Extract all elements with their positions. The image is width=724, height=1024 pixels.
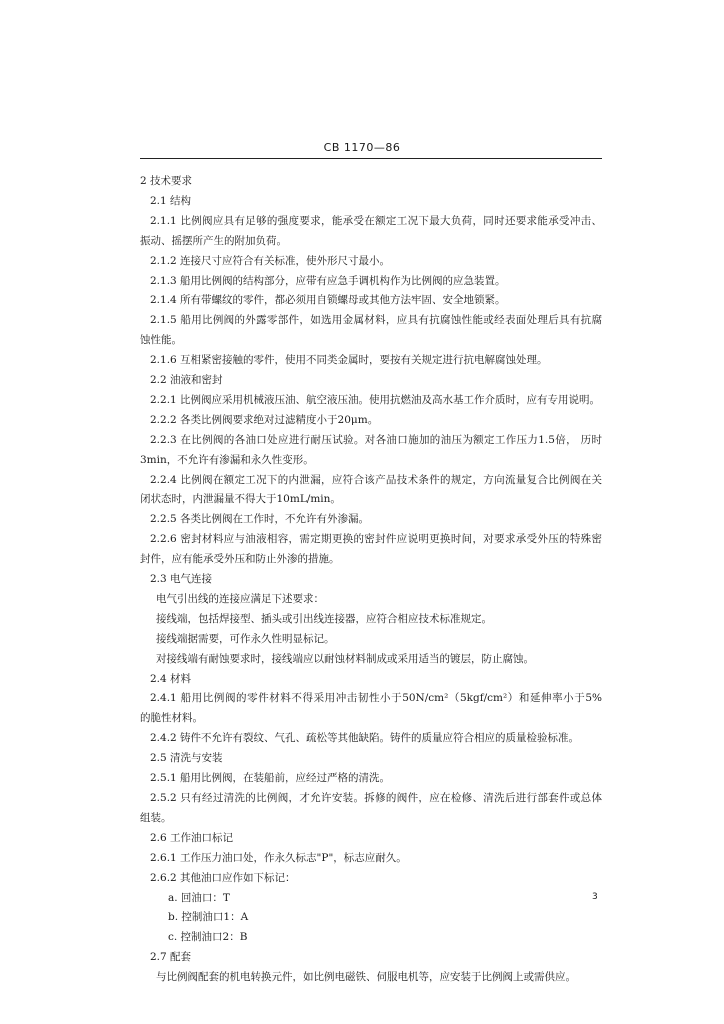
text-line: 2.5 清洗与安装	[150, 752, 223, 765]
text-line: 2.1.6 互相紧密接触的零件，使用不同类金属时，要按有关规定进行抗电解腐蚀处理。	[150, 354, 548, 367]
text-line: 2.4.1 船用比例阀的零件材料不得采用冲击韧性小于50N/cm²（5kgf/cm²）和延伸率小于5%	[150, 692, 602, 705]
text-line: 2.2.1 比例阀应采用机械液压油、航空液压油。使用抗燃油及高水基工作介质时，应有专用说明。	[150, 393, 601, 406]
text-line: 2.1.2 连接尺寸应符合有关标准，使外形尺寸最小。	[150, 254, 391, 267]
text-line: 电气引出线的连接应满足下述要求：	[156, 592, 324, 605]
text-line: 2.1.1 比例阀应具有足够的强度要求，能承受在额定工况下最大负荷，同时还要求能承受冲击、	[150, 214, 602, 227]
header-rule	[140, 158, 602, 159]
text-line: 的脆性材料。	[140, 712, 203, 725]
text-line: 2.3 电气连接	[150, 573, 213, 586]
text-line: 2.4.2 铸件不允许有裂纹、气孔、疏松等其他缺陷。铸件的质量应符合相应的质量检验标准。	[150, 732, 580, 745]
text-line: 2 技术要求	[140, 175, 193, 187]
text-line: 对接线端有耐蚀要求时，接线端应以耐蚀材料制成或采用适当的镀层，防止腐蚀。	[156, 652, 534, 665]
text-line: 2.6.1 工作压力油口处，作永久标志"P"，标志应耐久。	[150, 851, 407, 864]
text-line: 2.1 结构	[150, 194, 192, 207]
text-line: c. 控制油口2：B	[168, 931, 248, 944]
text-line: 闭状态时，内泄漏量不得大于10mL/min。	[140, 493, 341, 506]
text-line: 2.2.5 各类比例阀在工作时，不允许有外渗漏。	[150, 513, 370, 526]
text-line: 2.4 材料	[150, 672, 192, 685]
text-line: 2.2.3 在比例阀的各油口处应进行耐压试验。对各油口施加的油压为额定工作压力1.5倍， 历时	[150, 433, 602, 446]
text-line: 与比例阀配套的机电转换元件，如比例电磁铁、伺服电机等，应安装于比例阀上或需供应。	[156, 971, 576, 984]
text-line: 2.1.3 船用比例阀的结构部分，应带有应急手调机构作为比例阀的应急装置。	[150, 274, 506, 287]
text-line: 2.6.2 其他油口应作如下标记：	[150, 871, 296, 884]
text-line: 2.7 配套	[150, 951, 192, 964]
text-line: 接线端据需要，可作永久性明显标记。	[156, 632, 335, 645]
text-line: 2.2.2 各类比例阀要求绝对过滤精度小于20μm。	[150, 413, 379, 426]
text-line: 振动、摇摆所产生的附加负荷。	[140, 234, 287, 247]
text-line: 组装。	[140, 811, 172, 824]
text-line: a. 回油口：T	[168, 891, 230, 904]
text-line: 2.1.5 船用比例阀的外露零部件，如选用金属材料，应具有抗腐蚀性能或经表面处理后具有抗腐	[150, 314, 602, 327]
text-line: 2.6 工作油口标记	[150, 831, 234, 844]
text-line: 接线端，包括焊接型、插头或引出线连接器，应符合相应技术标准规定。	[156, 612, 492, 625]
page-number: 3	[592, 892, 598, 902]
text-line: b. 控制油口1：A	[168, 911, 249, 924]
text-line: 2.2.4 比例阀在额定工况下的内泄漏，应符合该产品技术条件的规定，方向流量复合比例阀在关	[150, 473, 602, 486]
text-line: 2.1.4 所有带螺纹的零件，都必须用自锁螺母或其他方法牢固、安全地锁紧。	[150, 294, 506, 307]
text-line: 2.5.2 只有经过清洗的比例阀，才允许安装。拆修的阀件，应在检修、清洗后进行部套件或总体	[150, 792, 602, 804]
text-line: 蚀性能。	[140, 334, 182, 347]
text-line: 3min，不允许有渗漏和永久性变形。	[140, 453, 314, 466]
text-line: 2.2 油液和密封	[150, 374, 223, 387]
text-line: 2.5.1 船用比例阀，在装船前，应经过严格的清洗。	[150, 772, 391, 785]
standard-number: CB 1170—86	[323, 141, 401, 154]
text-line: 2.2.6 密封材料应与油液相容，需定期更换的密封件应说明更换时间，对要求承受外压的特殊密	[150, 533, 602, 546]
document-body	[140, 172, 602, 988]
text-line: 封件，应有能承受外压和防止外渗的措施。	[140, 553, 340, 566]
